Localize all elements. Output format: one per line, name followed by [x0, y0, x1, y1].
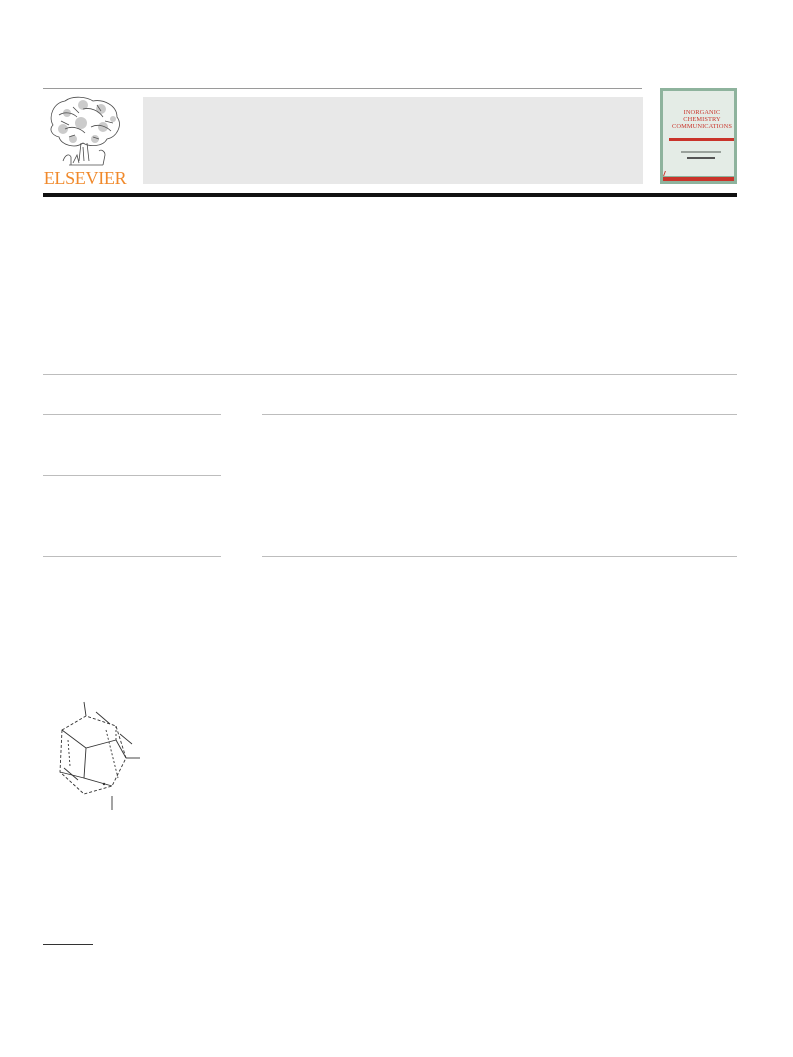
- abstract-top-rule: [262, 414, 737, 415]
- chemical-structure-icon: [48, 700, 168, 815]
- header-top-rule: [43, 88, 642, 89]
- cover-red-bar: [669, 138, 734, 141]
- publisher-name: ELSEVIER: [43, 168, 127, 188]
- keywords-rule: [43, 475, 221, 476]
- header-thick-rule: [43, 193, 737, 197]
- article-info-bottom-rule: [43, 556, 221, 557]
- journal-cover-title: INORGANIC CHEMISTRY COMMUNICATIONS: [672, 109, 732, 130]
- article-info-rule: [43, 414, 221, 415]
- cover-bottom-band: [663, 177, 734, 181]
- journal-banner: [143, 97, 643, 184]
- footnote-rule: [43, 944, 93, 945]
- title-block-rule: [43, 374, 737, 375]
- cover-text-line: [681, 151, 721, 153]
- abstract-bottom-rule: [262, 556, 737, 557]
- cover-text-line: [687, 157, 715, 159]
- journal-cover-thumbnail: [660, 88, 737, 184]
